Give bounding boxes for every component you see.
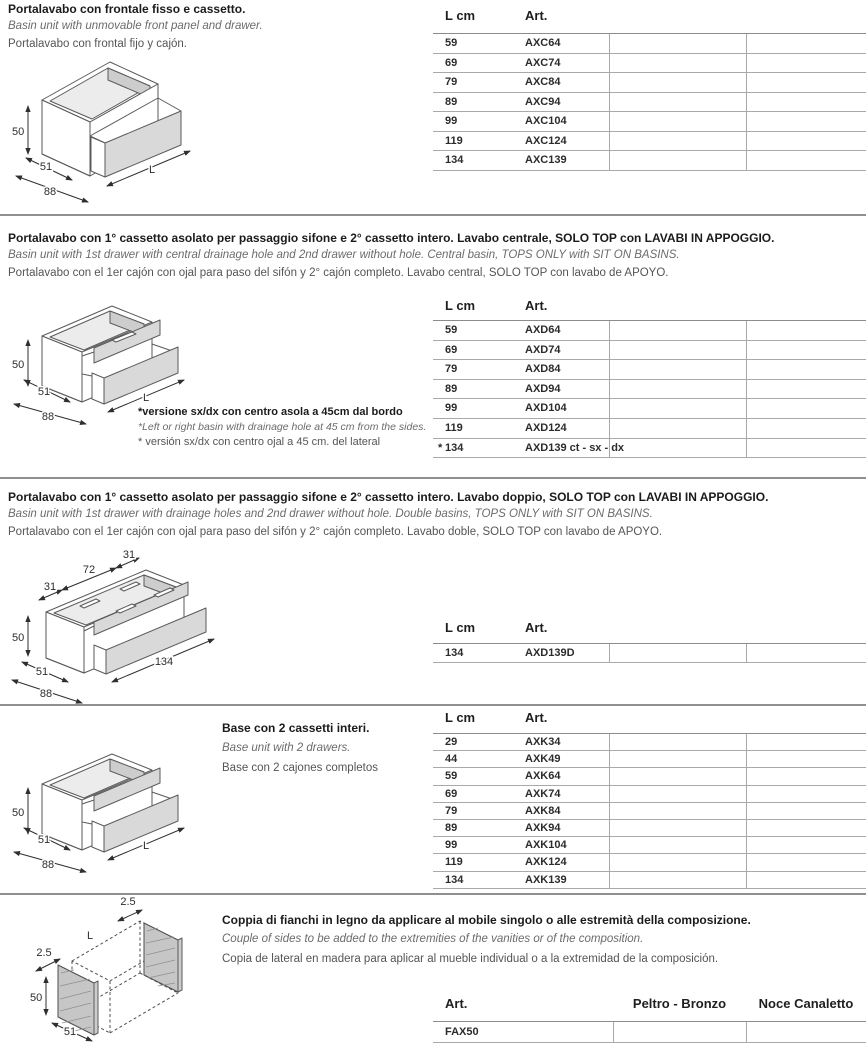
drawing-basin-unit-double bbox=[8, 548, 248, 706]
art-cell: AXD104 bbox=[525, 402, 567, 415]
section2-title-es: Portalavabo con el 1er cajón con ojal para paso del sifón y 2° cajón completo. Lavabo central, SOLO TOP con lavabo de APOYO. bbox=[8, 267, 669, 279]
section2-title-en: Basin unit with 1st drawer with central drainage hole and 2nd drawer without hole. Central basin, TOPS ONLY with SIT ON BASINS. bbox=[8, 249, 680, 261]
table-row bbox=[433, 854, 866, 871]
col-header-art: Art. bbox=[525, 620, 548, 635]
art-cell: AXC74 bbox=[525, 56, 561, 69]
l-cm-cell: 79 bbox=[445, 804, 458, 817]
dim-open-depth-label: 88 bbox=[41, 411, 55, 423]
table-row bbox=[433, 803, 866, 820]
dim-height-label: 50 bbox=[12, 359, 25, 371]
dim-depth-label: 51 bbox=[63, 1026, 77, 1038]
dim-depth-label: 51 bbox=[37, 386, 51, 398]
table-row bbox=[433, 132, 866, 152]
dim-depth-label: 51 bbox=[35, 666, 49, 678]
table-row bbox=[433, 360, 866, 380]
table-axc bbox=[433, 8, 866, 171]
table-axd bbox=[433, 298, 866, 458]
footnote-marker: * bbox=[438, 441, 443, 454]
table-row bbox=[433, 380, 866, 400]
art-cell: AXK84 bbox=[525, 804, 561, 817]
table-fax bbox=[433, 996, 866, 1043]
section3-title-en: Basin unit with 1st drawer with drainage holes and 2nd drawer without hole. Double basins, TOPS ONLY with SIT ON BASINS. bbox=[8, 508, 653, 520]
table-row bbox=[433, 439, 866, 459]
col-header-lcm: L cm bbox=[445, 620, 476, 635]
section1-title-es: Portalavabo con frontal fijo y cajón. bbox=[8, 38, 187, 50]
section1-title-it: Portalavabo con frontale fisso e cassetto. bbox=[8, 2, 246, 16]
dim-length-label: L bbox=[142, 840, 150, 852]
art-cell: FAX50 bbox=[445, 1026, 479, 1038]
table-row bbox=[433, 820, 866, 837]
art-cell: AXK104 bbox=[525, 839, 567, 852]
l-cm-cell: 119 bbox=[445, 856, 463, 869]
dim-thickness-left-label: 2.5 bbox=[36, 947, 52, 959]
col-header-lcm: L cm bbox=[445, 710, 476, 725]
col-header-art: Art. bbox=[525, 8, 548, 23]
dim-31-left-label: 31 bbox=[43, 581, 57, 593]
col-header-art: Art. bbox=[445, 996, 468, 1011]
table-row bbox=[433, 872, 866, 889]
col-header-noce-canaletto: Noce Canaletto bbox=[758, 996, 854, 1011]
l-cm-cell: 99 bbox=[445, 402, 458, 415]
l-cm-cell: 89 bbox=[445, 95, 458, 108]
art-cell: AXK74 bbox=[525, 787, 561, 800]
table-row bbox=[433, 419, 866, 439]
dim-length-label: 134 bbox=[154, 656, 174, 668]
art-cell: AXC64 bbox=[525, 37, 561, 49]
dim-open-depth-label: 88 bbox=[39, 688, 53, 700]
table-row bbox=[433, 734, 866, 751]
art-cell: AXK34 bbox=[525, 736, 561, 748]
l-cm-cell: 29 bbox=[445, 736, 458, 748]
art-cell: AXK124 bbox=[525, 856, 567, 869]
col-header-lcm: L cm bbox=[445, 8, 476, 23]
col-header-peltro-bronzo: Peltro - Bronzo bbox=[632, 996, 727, 1011]
l-cm-cell: 79 bbox=[445, 363, 458, 376]
art-cell: AXD94 bbox=[525, 382, 561, 395]
dim-length-label: L bbox=[148, 164, 156, 176]
footnote-es: * versión sx/dx con centro ojal a 45 cm. del lateral bbox=[138, 436, 381, 448]
table-row bbox=[433, 768, 866, 785]
art-cell: AXK49 bbox=[525, 753, 561, 766]
dim-length-label: L bbox=[142, 392, 150, 404]
art-cell: AXK139 bbox=[525, 873, 567, 886]
table-axd139d bbox=[433, 620, 866, 663]
l-cm-cell: 134 bbox=[445, 441, 464, 454]
section4-title-en: Base unit with 2 drawers. bbox=[222, 742, 351, 754]
dim-thickness-top-label: 2.5 bbox=[120, 896, 136, 908]
l-cm-cell: 59 bbox=[445, 37, 458, 49]
table-row bbox=[433, 54, 866, 74]
l-cm-cell: 99 bbox=[445, 115, 458, 127]
section5-title-en: Couple of sides to be added to the extremities of the vanities or of the composition. bbox=[222, 933, 644, 945]
l-cm-cell: 119 bbox=[445, 134, 463, 147]
art-cell: AXD139 ct - sx - dx bbox=[525, 441, 625, 454]
dim-31-right-label: 31 bbox=[122, 549, 136, 561]
art-cell: AXC139 bbox=[525, 154, 567, 166]
art-cell: AXK94 bbox=[525, 821, 561, 834]
art-cell: AXC104 bbox=[525, 115, 567, 127]
section3-title-it: Portalavabo con 1° cassetto asolato per passaggio sifone e 2° cassetto intero. Lavabo doppio, SOLO TOP con LAVABI IN APPOGGIO. bbox=[8, 490, 769, 504]
section5-title-it: Coppia di fianchi in legno da applicare al mobile singolo o alle estremità della composizione. bbox=[222, 913, 751, 927]
art-cell: AXD64 bbox=[525, 324, 561, 336]
dim-length-label: L bbox=[86, 930, 94, 942]
dim-depth-label: 51 bbox=[37, 834, 51, 846]
drawing-side-panels bbox=[18, 893, 233, 1048]
l-cm-cell: 89 bbox=[445, 382, 458, 395]
table-row bbox=[433, 112, 866, 132]
dim-open-depth-label: 88 bbox=[41, 859, 55, 871]
dim-72-label: 72 bbox=[82, 564, 96, 576]
col-header-lcm: L cm bbox=[445, 298, 476, 313]
l-cm-cell: 134 bbox=[445, 873, 464, 886]
section3-title-es: Portalavabo con el 1er cajón con ojal para paso del sifón y 2° cajón completo. Lavabo doble, SOLO TOP con lavabo de APOYO. bbox=[8, 526, 663, 538]
table-row bbox=[433, 751, 866, 768]
section5-title-es: Copia de lateral en madera para aplicar al mueble individual o a la extremidad de la composición. bbox=[222, 953, 719, 965]
section1-title-en: Basin unit with unmovable front panel and drawer. bbox=[8, 20, 263, 32]
section-divider bbox=[0, 214, 866, 216]
l-cm-cell: 119 bbox=[445, 421, 463, 434]
footnote-it: *versione sx/dx con centro asola a 45cm dal bordo bbox=[138, 406, 403, 418]
art-cell: AXD124 bbox=[525, 421, 567, 434]
dim-height-label: 50 bbox=[12, 807, 25, 819]
table-row bbox=[433, 34, 866, 54]
table-row bbox=[433, 93, 866, 113]
dim-height-label: 50 bbox=[30, 992, 43, 1004]
dim-depth-label: 51 bbox=[39, 161, 53, 173]
l-cm-cell: 134 bbox=[445, 154, 464, 166]
dim-height-label: 50 bbox=[12, 126, 25, 138]
table-row bbox=[433, 786, 866, 803]
section4-title-es: Base con 2 cajones completos bbox=[222, 762, 378, 774]
table-row bbox=[433, 341, 866, 361]
l-cm-cell: 79 bbox=[445, 76, 458, 88]
l-cm-cell: 89 bbox=[445, 821, 458, 834]
l-cm-cell: 59 bbox=[445, 324, 458, 336]
section-divider bbox=[0, 477, 866, 479]
art-cell: AXK64 bbox=[525, 770, 561, 783]
l-cm-cell: 44 bbox=[445, 753, 458, 766]
section4-title-it: Base con 2 cassetti interi. bbox=[222, 721, 370, 735]
art-cell: AXC84 bbox=[525, 76, 561, 88]
l-cm-cell: 69 bbox=[445, 56, 458, 69]
l-cm-cell: 69 bbox=[445, 343, 458, 356]
l-cm-cell: 59 bbox=[445, 770, 458, 783]
l-cm-cell: 134 bbox=[445, 647, 464, 659]
drawing-basin-unit-1-drawer bbox=[12, 58, 227, 213]
section2-title-it: Portalavabo con 1° cassetto asolato per passaggio sifone e 2° cassetto intero. Lavabo centrale, SOLO TOP con LAVABI IN APPOGGIO. bbox=[8, 231, 775, 245]
table-row bbox=[433, 644, 866, 663]
footnote-en: *Left or right basin with drainage hole at 45 cm from the sides. bbox=[138, 421, 427, 433]
table-row bbox=[433, 399, 866, 419]
table-row bbox=[433, 151, 866, 171]
section-divider bbox=[0, 704, 866, 706]
art-cell: AXC94 bbox=[525, 95, 561, 108]
dim-open-depth-label: 88 bbox=[43, 186, 57, 198]
table-row bbox=[433, 837, 866, 854]
table-row bbox=[433, 321, 866, 341]
l-cm-cell: 99 bbox=[445, 839, 458, 852]
l-cm-cell: 69 bbox=[445, 787, 458, 800]
table-axk bbox=[433, 710, 866, 889]
art-cell: AXD84 bbox=[525, 363, 561, 376]
col-header-art: Art. bbox=[525, 298, 548, 313]
col-header-art: Art. bbox=[525, 710, 548, 725]
art-cell: AXD74 bbox=[525, 343, 561, 356]
drawing-base-unit-2-drawers bbox=[12, 744, 237, 889]
table-row bbox=[433, 73, 866, 93]
table-row bbox=[433, 1022, 866, 1043]
art-cell: AXD139D bbox=[525, 647, 575, 659]
art-cell: AXC124 bbox=[525, 134, 567, 147]
dim-height-label: 50 bbox=[12, 632, 25, 644]
